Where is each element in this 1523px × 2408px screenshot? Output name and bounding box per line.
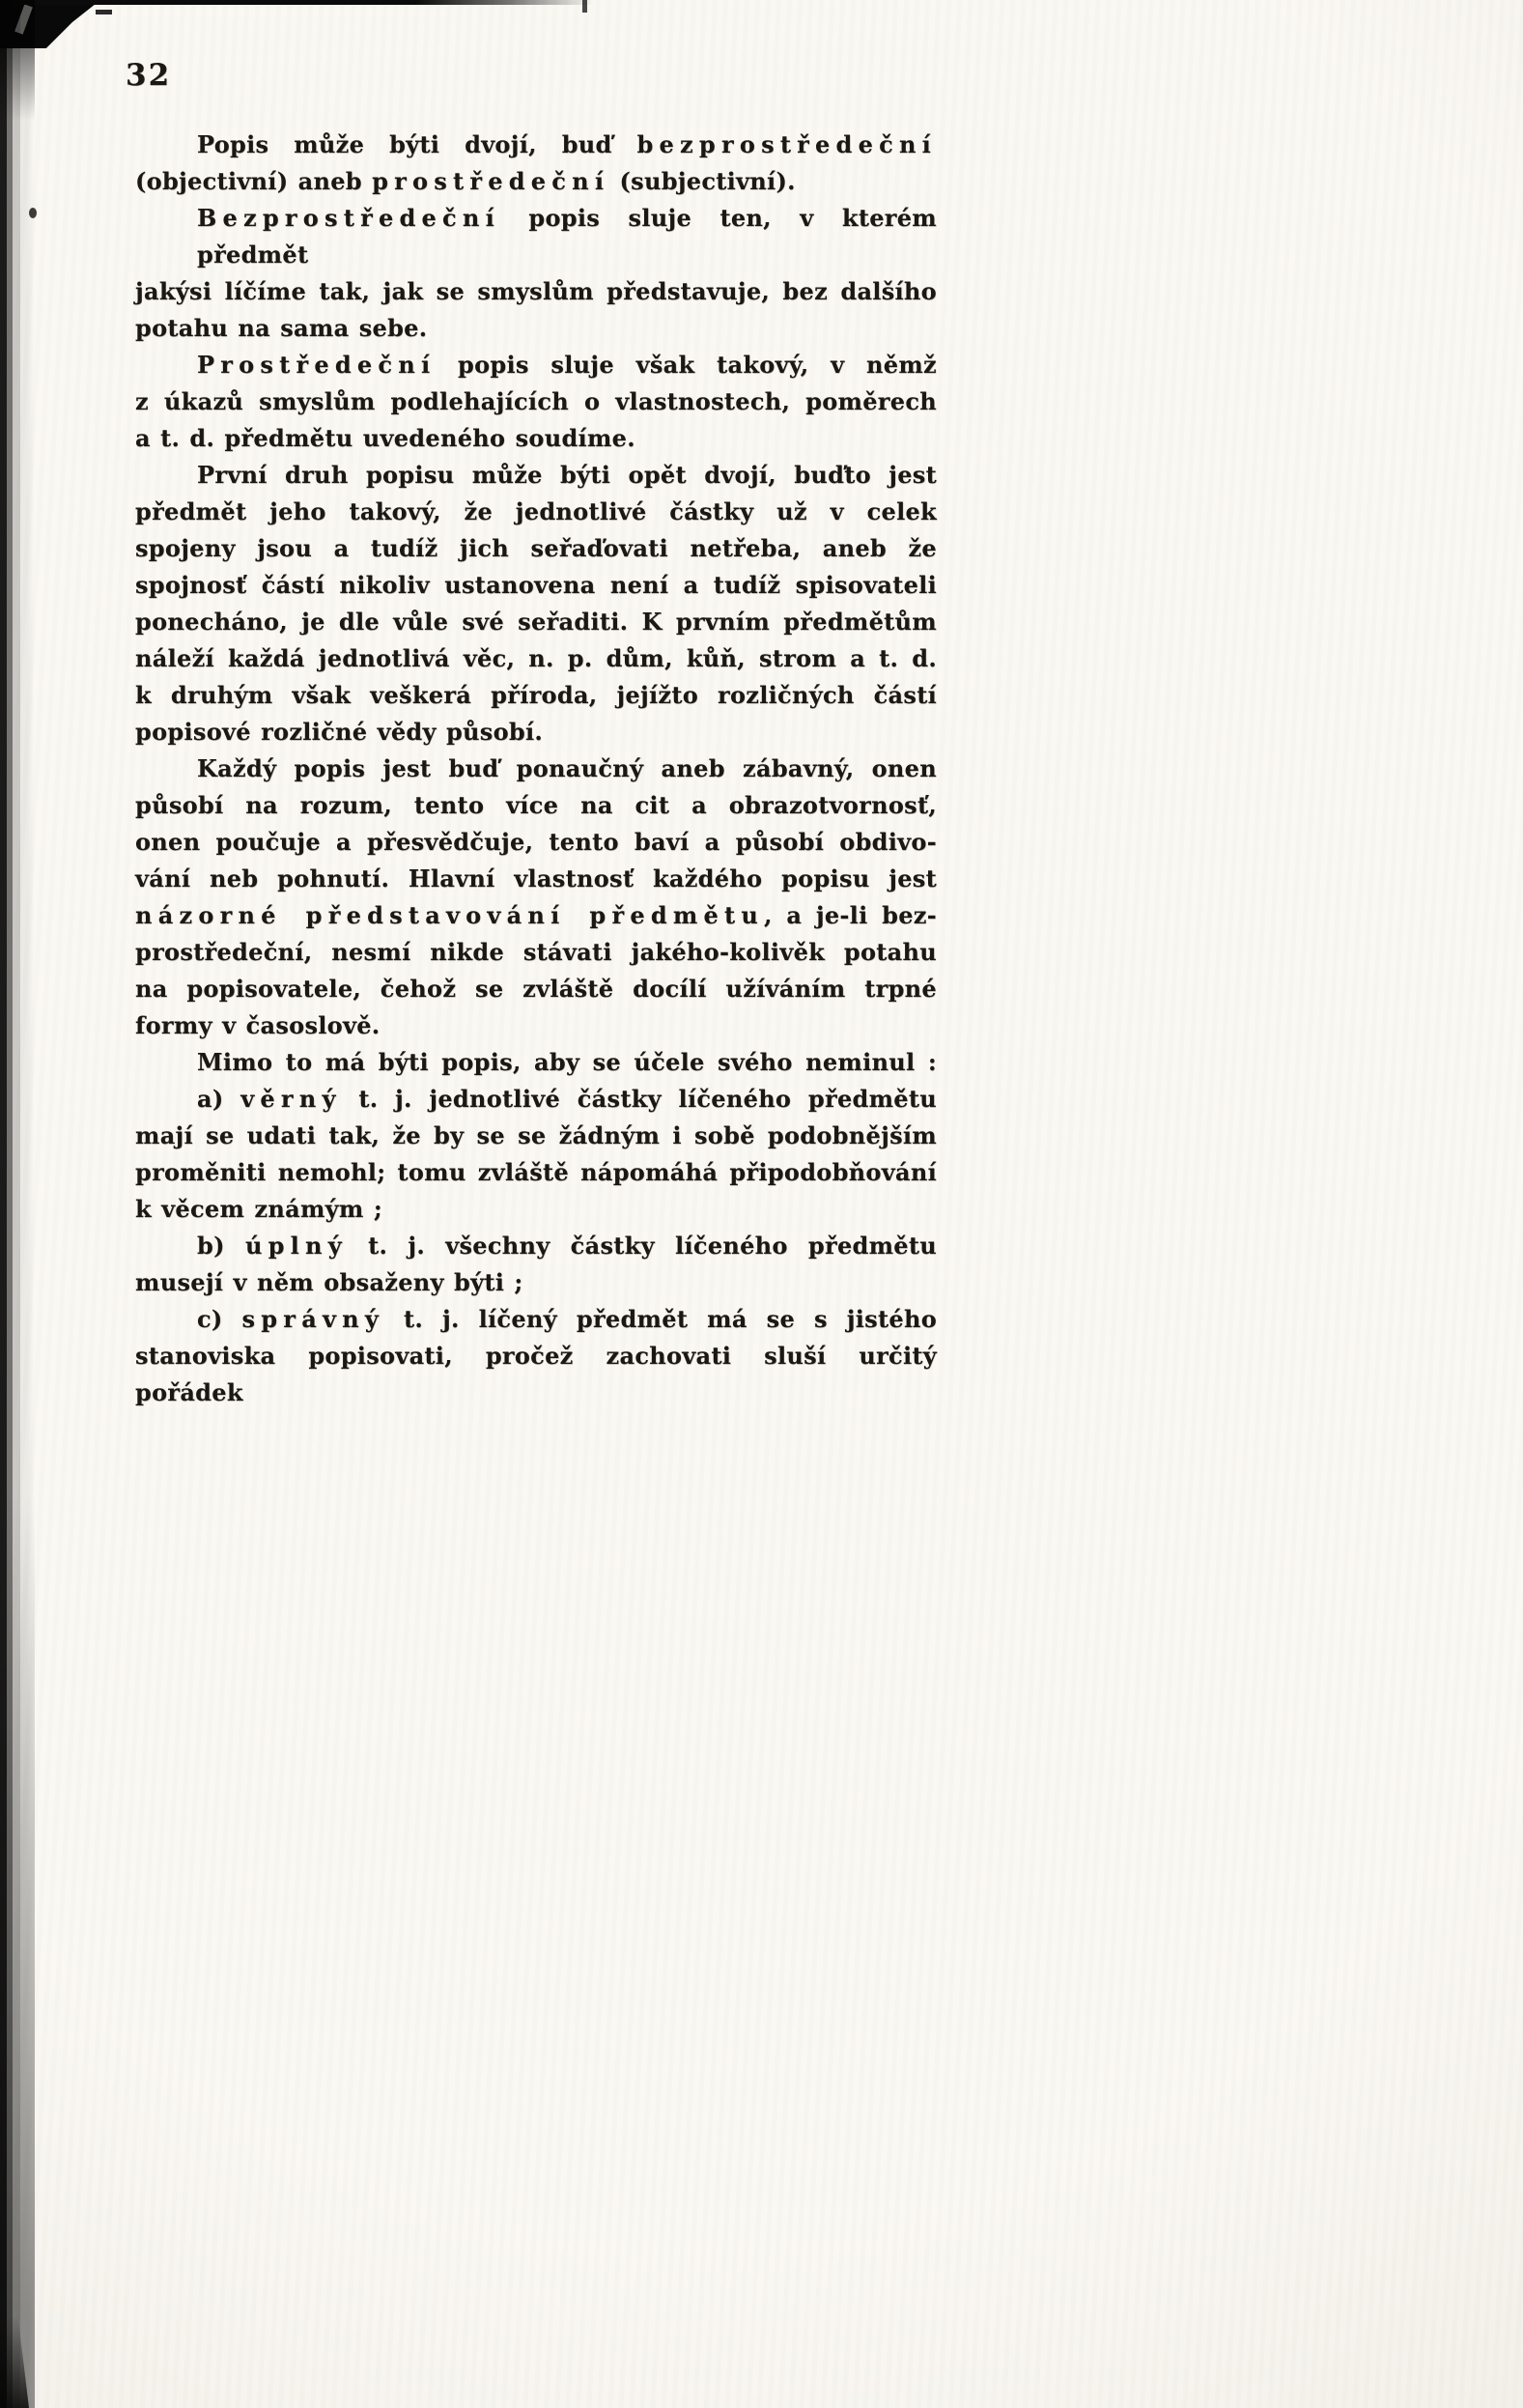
text-segment: ponecháno, je dle vůle své seřaditi. K prvním předmětům <box>135 608 937 636</box>
text-line <box>135 273 937 310</box>
text-line <box>135 310 937 347</box>
text-line <box>135 677 937 714</box>
text-line <box>135 1044 937 1081</box>
text-line <box>135 494 937 530</box>
letterspaced-emphasis-text: bezprostředeční <box>636 130 937 158</box>
paragraph-5 <box>135 751 937 1044</box>
text-line <box>135 1301 937 1338</box>
paragraph-2 <box>135 200 937 347</box>
letterspaced-emphasis-text: věrný <box>240 1085 342 1113</box>
text-segment: potahu na sama sebe. <box>135 314 428 342</box>
text-line <box>135 640 937 677</box>
text-line <box>135 787 937 824</box>
text-segment: (subjectivní). <box>609 167 796 195</box>
paragraph-6 <box>135 1044 937 1081</box>
text-line <box>135 824 937 861</box>
text-line <box>135 897 937 934</box>
paragraph-9 <box>135 1301 937 1411</box>
text-segment: První druh popisu může býti opět dvojí, buďto jest <box>197 461 937 489</box>
letterspaced-emphasis-text: správný <box>241 1305 385 1333</box>
letterspaced-emphasis-text: názorné představování předmětu <box>135 901 765 929</box>
text-line <box>135 383 937 420</box>
text-segment: , a je-li bez- <box>764 901 937 929</box>
text-line <box>135 934 937 971</box>
text-segment: z úkazů smyslům podlehajících o vlastnostech, poměrech <box>135 387 937 415</box>
text-segment: c) <box>197 1305 242 1333</box>
text-segment: vání neb pohnutí. Hlavní vlastnosť každého popisu jest <box>135 864 937 892</box>
text-segment: popis sluje však takový, v němž <box>436 351 937 379</box>
text-segment: k druhým však veškerá příroda, jejížto rozličných částí <box>135 681 937 709</box>
text-line <box>135 604 937 640</box>
text-line <box>135 714 937 751</box>
text-segment: spojnosť částí nikoliv ustanovena není a tudíž spisovateli <box>135 571 937 599</box>
text-segment: popisové rozličné vědy působí. <box>135 718 544 746</box>
scan-artifact-left-edge <box>0 0 35 2408</box>
paragraph-8 <box>135 1228 937 1301</box>
text-segment: t. j. jednotlivé částky líčeného předmětu <box>341 1085 937 1113</box>
text-line <box>135 420 937 457</box>
text-segment: jakýsi líčíme tak, jak se smyslům představuje, bez dalšího <box>135 277 937 305</box>
text-segment: Mimo to má býti popis, aby se účele svého neminul : <box>197 1048 937 1076</box>
text-segment: mají se udati tak, že by se se žádným i sobě podobnějším <box>135 1121 937 1149</box>
scan-artifact-top-edge <box>0 0 594 5</box>
text-line <box>135 1081 937 1118</box>
text-line <box>135 1264 937 1301</box>
text-segment: b) <box>197 1232 245 1260</box>
page-number: 32 <box>126 58 172 93</box>
text-segment: Popis může býti dvojí, buď <box>197 130 637 158</box>
text-line <box>135 163 937 200</box>
scan-artifact-top-tick-2 <box>582 0 587 13</box>
text-segment: Každý popis jest buď ponaučný aneb zábavný, onen <box>197 754 937 782</box>
text-segment: popis sluje ten, v kterém předmět <box>197 204 937 269</box>
text-segment: stanoviska popisovati, pročež zachovati sluší určitý pořádek <box>135 1342 937 1406</box>
text-line <box>135 1338 937 1411</box>
text-segment: musejí v něm obsaženy býti ; <box>135 1268 523 1296</box>
text-segment: formy v časoslově. <box>135 1011 381 1039</box>
text-line <box>135 200 937 273</box>
text-segment: t. j. líčený předmět má se s jistého <box>384 1305 937 1333</box>
letterspaced-emphasis-text: Prostředeční <box>197 351 437 379</box>
text-line <box>135 1154 937 1191</box>
text-line <box>135 567 937 604</box>
letterspaced-emphasis-text: úplný <box>244 1232 348 1260</box>
text-segment: prostředeční, nesmí nikde stávati jakého-kolivěk potahu <box>135 938 937 966</box>
scan-artifact-top-tick <box>96 10 112 14</box>
text-line <box>135 1118 937 1154</box>
text-segment: předmět jeho takový, že jednotlivé částky už v celek <box>135 497 937 525</box>
paragraph-1 <box>135 127 937 200</box>
text-segment: t. j. všechny částky líčeného předmětu <box>347 1232 937 1260</box>
paragraph-3 <box>135 347 937 457</box>
paragraph-7 <box>135 1081 937 1228</box>
text-block <box>135 127 937 1411</box>
text-segment: k věcem známým ; <box>135 1195 383 1223</box>
letterspaced-emphasis-text: prostředeční <box>372 167 610 195</box>
letterspaced-emphasis-text: Bezprostředeční <box>197 204 500 232</box>
text-line <box>135 347 937 383</box>
text-line <box>135 1191 937 1228</box>
text-segment: onen poučuje a přesvědčuje, tento baví a působí obdivo- <box>135 828 937 856</box>
text-line <box>135 751 937 787</box>
text-segment: na popisovatele, čehož se zvláště docílí užíváním trpné <box>135 975 937 1003</box>
text-line <box>135 457 937 494</box>
text-segment: (objectivní) aneb <box>135 167 373 195</box>
text-segment: náleží každá jednotlivá věc, n. p. dům, kůň, strom a t. d. <box>135 644 937 672</box>
text-segment: a t. d. předmětu uvedeného soudíme. <box>135 424 635 452</box>
paragraph-4 <box>135 457 937 751</box>
text-line <box>135 127 937 163</box>
scan-artifact-margin-dot <box>29 208 37 218</box>
text-line <box>135 971 937 1007</box>
text-segment: proměniti nemohl; tomu zvláště nápomáhá připodobňování <box>135 1158 937 1186</box>
text-segment: spojeny jsou a tudíž jich seřaďovati netřeba, aneb že <box>135 534 937 562</box>
text-segment: a) <box>197 1085 241 1113</box>
text-line <box>135 530 937 567</box>
text-line <box>135 1007 937 1044</box>
text-line <box>135 1228 937 1264</box>
text-line <box>135 861 937 897</box>
text-segment: působí na rozum, tento více na cit a obrazotvornosť, <box>135 791 937 819</box>
